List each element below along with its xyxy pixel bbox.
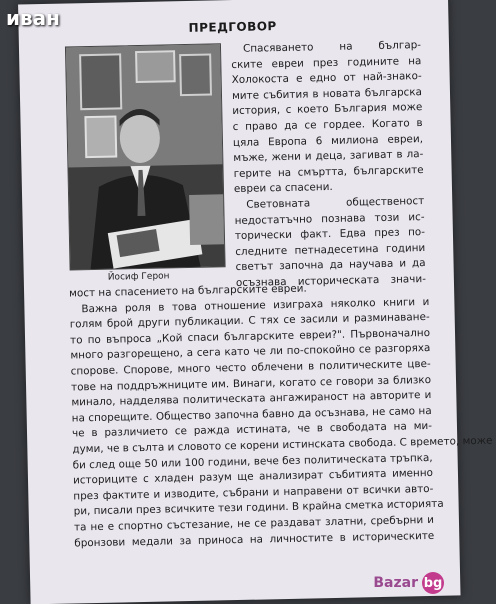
text-line: торически факт. Едва през по- [234, 226, 426, 243]
text-line: Важна роля в това отношение изиграха няколко книги и [81, 295, 430, 315]
paragraph-2 [234, 194, 426, 292]
page-title: ПРЕДГОВОР [188, 19, 277, 35]
portrait-photo [65, 43, 226, 270]
text-line: историците с хладен разум ще анализират събитията именно [72, 467, 434, 487]
bazar-logo [373, 572, 444, 594]
text-line: бронзови медали за приноса на личностите в историческите [74, 529, 435, 549]
text-line: ри, писали през всичките тези години. В крайна сметка историята [73, 498, 444, 518]
text-line: недостатъчно познава този ис- [234, 210, 425, 227]
text-line: евреи са спасени. [233, 181, 333, 196]
text-line: мъже, жени и деца, загиват в ла- [233, 148, 424, 165]
body-text [68, 279, 493, 552]
text-line: че в различието се ражда истината, че в свободата на ми- [71, 420, 433, 440]
text-line: история, с което България може [232, 101, 423, 118]
logo-text: Bazar [373, 575, 418, 591]
text-line: Спасяването на българ- [242, 39, 422, 55]
text-line: на спорещите. Общество започна бавно да осъзнава, не само на [71, 404, 432, 425]
text-line: герите на смъртта, българските [233, 163, 424, 180]
column-text [231, 38, 426, 291]
text-line: цяла Европа 6 милиона евреи, [232, 132, 424, 149]
text-line: би след още 50 или 100 години, вече без политическата тръпка, [72, 451, 433, 471]
text-line: светът започна да научава и да [235, 257, 426, 274]
text-line: спорове. Спорове, много често облечени в политическите цве- [70, 357, 431, 378]
text-line: Холокоста е едно от най-знако- [231, 70, 422, 87]
text-line: мите събития в новата българска [231, 85, 423, 102]
text-line: то по въпроса „Кой спаси българските евреи?". Първоначално [69, 326, 431, 347]
paragraph-3 [69, 295, 493, 552]
paragraph-1 [231, 38, 424, 198]
book-page [18, 0, 493, 604]
portrait-illustration [66, 44, 225, 269]
text-line: минало, надделява политическата ангажираност на авторите и [71, 389, 432, 409]
text-line: та не е спортно състезание, не се раздават златни, сребърни и [73, 513, 435, 534]
text-line: тове на поддръжниците им. Винаги, когато се говори за близко [70, 373, 432, 394]
watermark: иван [6, 6, 60, 30]
text-line: ските евреи през годините на [231, 54, 422, 71]
text-line: през фактите и изводите, събрани и направени от всички авто- [73, 482, 434, 503]
text-line: мост на спасението на българските евреи. [68, 282, 307, 300]
text-line: следните петнадесетина години [235, 241, 426, 258]
text-line: осъзнава историческата значи- [235, 272, 427, 289]
text-line: много разгорещено, а сега като че ли по-спокойно се разгоряха [70, 342, 431, 362]
text-line: думи, че в сълта и словото се корени истинската свобода. С времето, може [72, 434, 493, 456]
text-line: голям брой други публикации. С тях се засили и разминаване- [69, 311, 430, 331]
text-line: Световната общественост [246, 194, 425, 211]
text-line: с право да се гордее. Когато в [232, 117, 423, 134]
logo-mark-icon: bg [422, 572, 444, 594]
photo-caption: Йосиф Герон [107, 271, 170, 283]
